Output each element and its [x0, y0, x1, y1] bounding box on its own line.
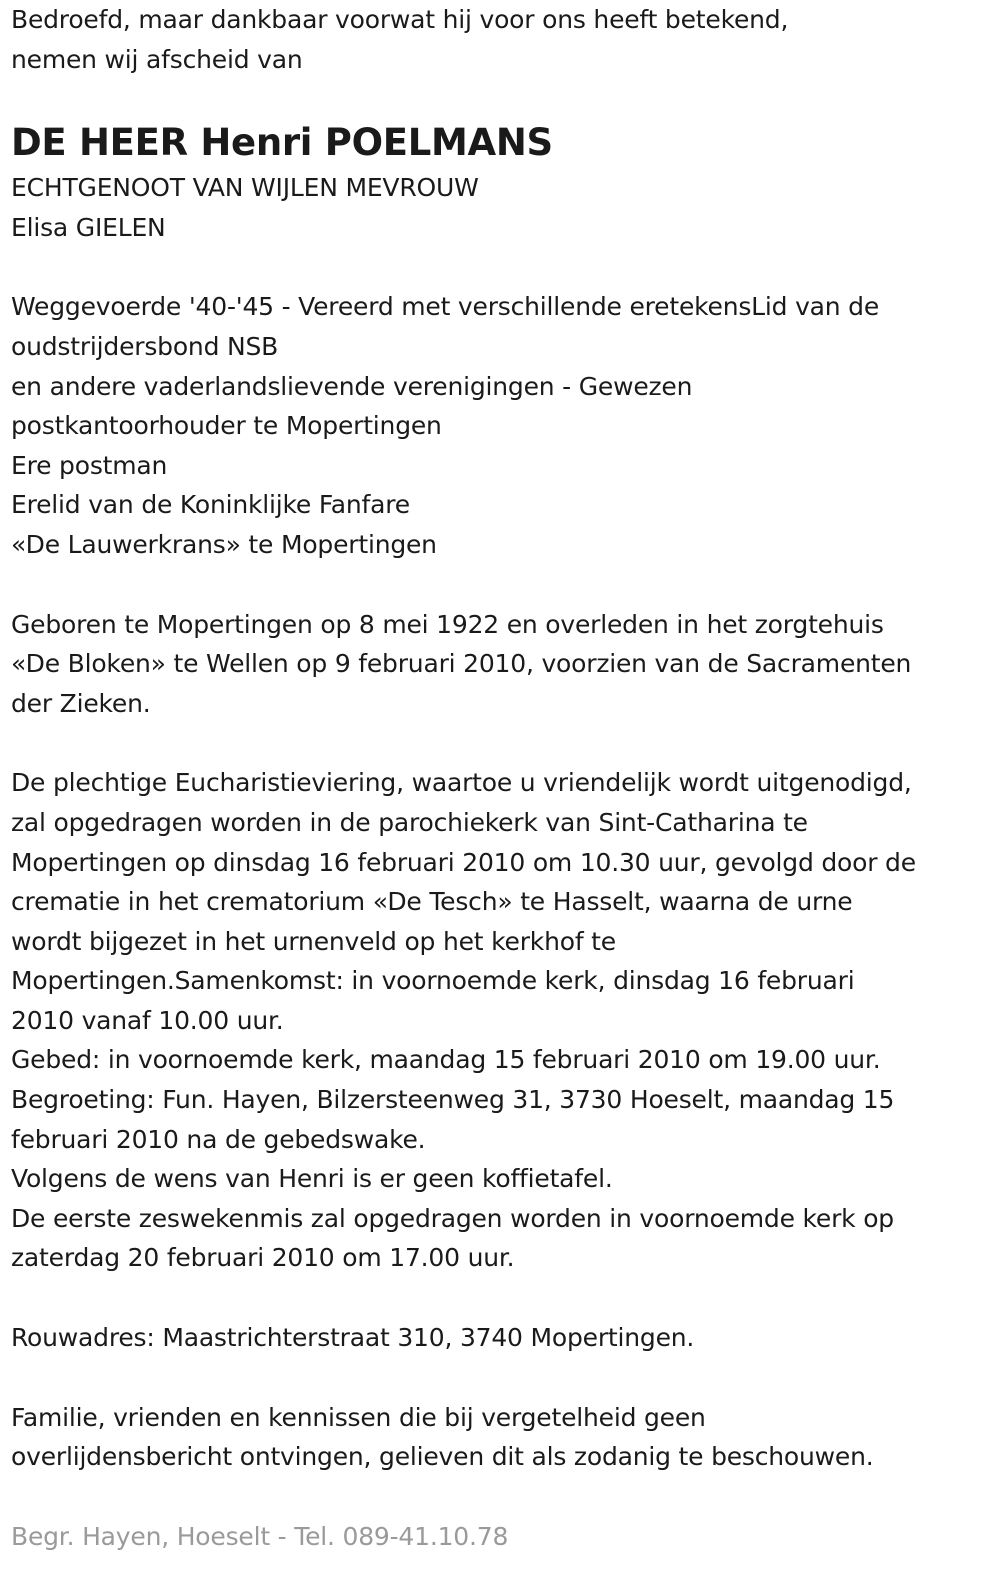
ceremony-line: Begroeting: Fun. Hayen, Bilzersteenweg 31, 3730 Hoeselt, maandag 15 — [11, 1085, 895, 1115]
honors-line: Ere postman — [11, 450, 168, 480]
honors-line: en andere vaderlandslievende verenigingen - Gewezen — [11, 371, 693, 401]
intro-line: nemen wij afscheid van — [11, 44, 303, 74]
spouse-info — [11, 168, 991, 247]
honors-line: postkantoorhouder te Mopertingen — [11, 411, 442, 441]
address-line: Rouwadres: Maastrichterstraat 310, 3740 Mopertingen. — [11, 1323, 695, 1353]
ceremony-line: zaterdag 20 februari 2010 om 17.00 uur. — [11, 1243, 515, 1273]
ceremony-line: februari 2010 na de gebedswake. — [11, 1124, 426, 1154]
notice-line: Familie, vrienden en kennissen die bij vergetelheid geen — [11, 1402, 706, 1432]
honors-line: Erelid van de Koninklijke Fanfare — [11, 490, 410, 520]
ceremony-line: De eerste zeswekenmis zal opgedragen worden in voornoemde kerk op — [11, 1203, 894, 1233]
birth-death-line: der Zieken. — [11, 688, 151, 718]
spacer — [11, 723, 991, 763]
spouse-line: Elisa GIELEN — [11, 212, 166, 242]
address-section — [11, 1318, 991, 1358]
ceremony-line: zal opgedragen worden in de parochiekerk van Sint-Catharina te — [11, 807, 808, 837]
ceremony-line: Mopertingen.Samenkomst: in voornoemde kerk, dinsdag 16 februari — [11, 966, 855, 996]
birth-death-line: «De Bloken» te Wellen op 9 februari 2010, voorzien van de Sacramenten — [11, 649, 912, 679]
obituary-notice — [11, 0, 991, 1556]
spacer — [11, 1358, 991, 1398]
notice-line: overlijdensbericht ontvingen, gelieven dit als zodanig te beschouwen. — [11, 1442, 874, 1472]
birth-death-section — [11, 605, 991, 724]
notice-section — [11, 1398, 991, 1477]
honors-line: «De Lauwerkrans» te Mopertingen — [11, 529, 437, 559]
birth-death-line: Geboren te Mopertingen op 8 mei 1922 en overleden in het zorgtehuis — [11, 609, 884, 639]
ceremony-line: crematie in het crematorium «De Tesch» te Hasselt, waarna de urne — [11, 887, 853, 917]
ceremony-line: De plechtige Eucharistieviering, waartoe u vriendelijk wordt uitgenodigd, — [11, 768, 912, 798]
spacer — [11, 1477, 991, 1517]
ceremony-line: Mopertingen op dinsdag 16 februari 2010 om 10.30 uur, gevolgd door de — [11, 847, 916, 877]
funeral-home-footer: Begr. Hayen, Hoeselt - Tel. 089-41.10.78 — [11, 1521, 509, 1551]
ceremony-line: wordt bijgezet in het urnenveld op het kerkhof te — [11, 926, 616, 956]
ceremony-line: 2010 vanaf 10.00 uur. — [11, 1005, 284, 1035]
honors-section — [11, 287, 991, 564]
honors-line: oudstrijdersbond NSB — [11, 331, 279, 361]
ceremony-section — [11, 763, 991, 1278]
ceremony-line: Volgens de wens van Henri is er geen koffietafel. — [11, 1164, 613, 1194]
spacer — [11, 1278, 991, 1318]
intro-line: Bedroefd, maar dankbaar voorwat hij voor ons heeft betekend, — [11, 5, 789, 34]
intro-text — [11, 0, 991, 79]
spouse-line: ECHTGENOOT VAN WIJLEN MEVROUW — [11, 173, 479, 203]
honors-line: Weggevoerde '40-'45 - Vereerd met verschillende eretekensLid van de — [11, 292, 880, 322]
spacer — [11, 565, 991, 605]
spacer — [11, 247, 991, 287]
ceremony-line: Gebed: in voornoemde kerk, maandag 15 februari 2010 om 19.00 uur. — [11, 1045, 881, 1075]
deceased-name: DE HEER Henri POELMANS — [11, 121, 553, 165]
